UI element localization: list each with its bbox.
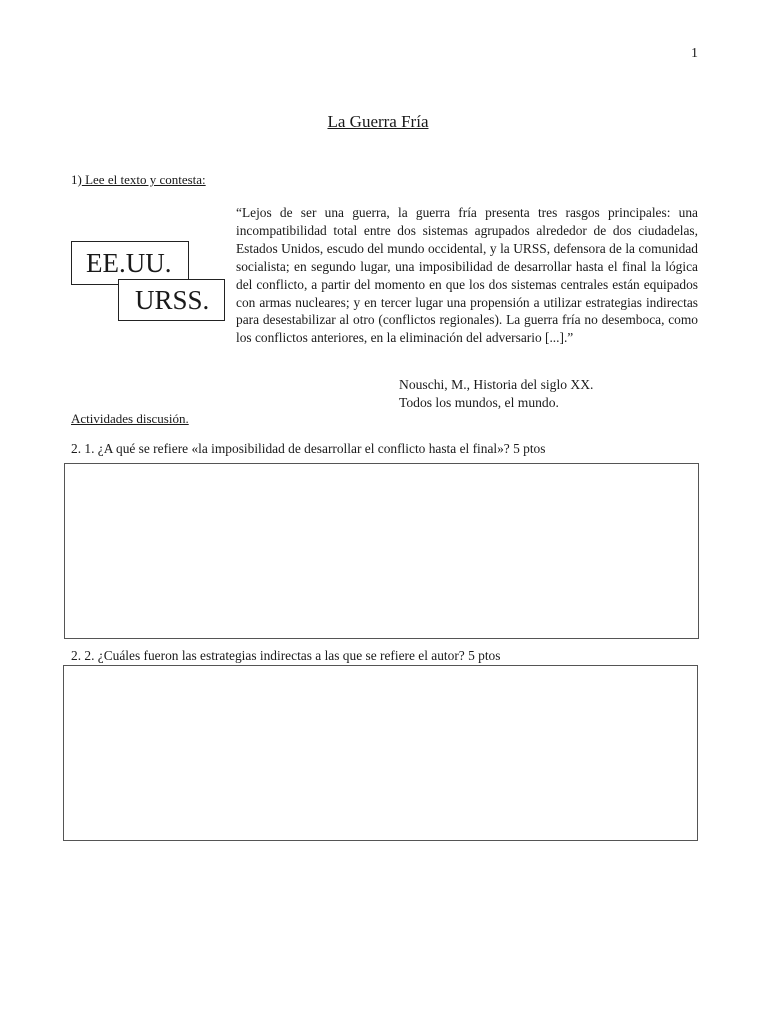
quote-text: “Lejos de ser una guerra, la guerra fría presenta tres rasgos principales: una incompatibilidad total entre dos sistemas agrupados alrededor de dos ciudadelas, Estados Unidos, escudo del mundo occidental, y la URSS, defensora de la comunidad socialista; en segundo lugar, una imposibilidad de desarrollar hasta el final la lógica del conflicto, a partir del momento en que los dos sistemas centrales están equipados con armas nucleares; y en tercer lugar una propensión a utilizar estrategias indirectas para desestabilizar al otro (conflictos regionales). La guerra fría no desemboca, como los conflictos anteriores, en la eliminación del adversario [...].” [236,205,698,346]
label-box-eeuu: EE.UU. [71,241,189,285]
answer-box-2-1[interactable] [64,463,699,639]
question-2-2: 2. 2. ¿Cuáles fueron las estrategias indirectas a las que se refiere el autor? 5 ptos [71,648,501,663]
section-1-label: Lee el texto y contesta: [81,172,206,187]
label-box-urss: URSS. [118,279,225,321]
citation-line-1: Nouschi, M., Historia del siglo XX. [399,377,594,392]
citation-line-2: Todos los mundos, el mundo. [399,395,559,410]
question-2-1: 2. 1. ¿A qué se refiere «la imposibilidad de desarrollar el conflicto hasta el final»? 5 ptos [71,441,546,456]
section-1-number: 1) [71,172,82,187]
activities-heading: Actividades discusión. [71,411,189,426]
section-1-instruction [71,172,206,188]
citation [399,376,593,412]
page-title: La Guerra Fría [327,112,429,131]
answer-box-2-2[interactable] [63,665,698,841]
page-number: 1 [691,46,698,61]
